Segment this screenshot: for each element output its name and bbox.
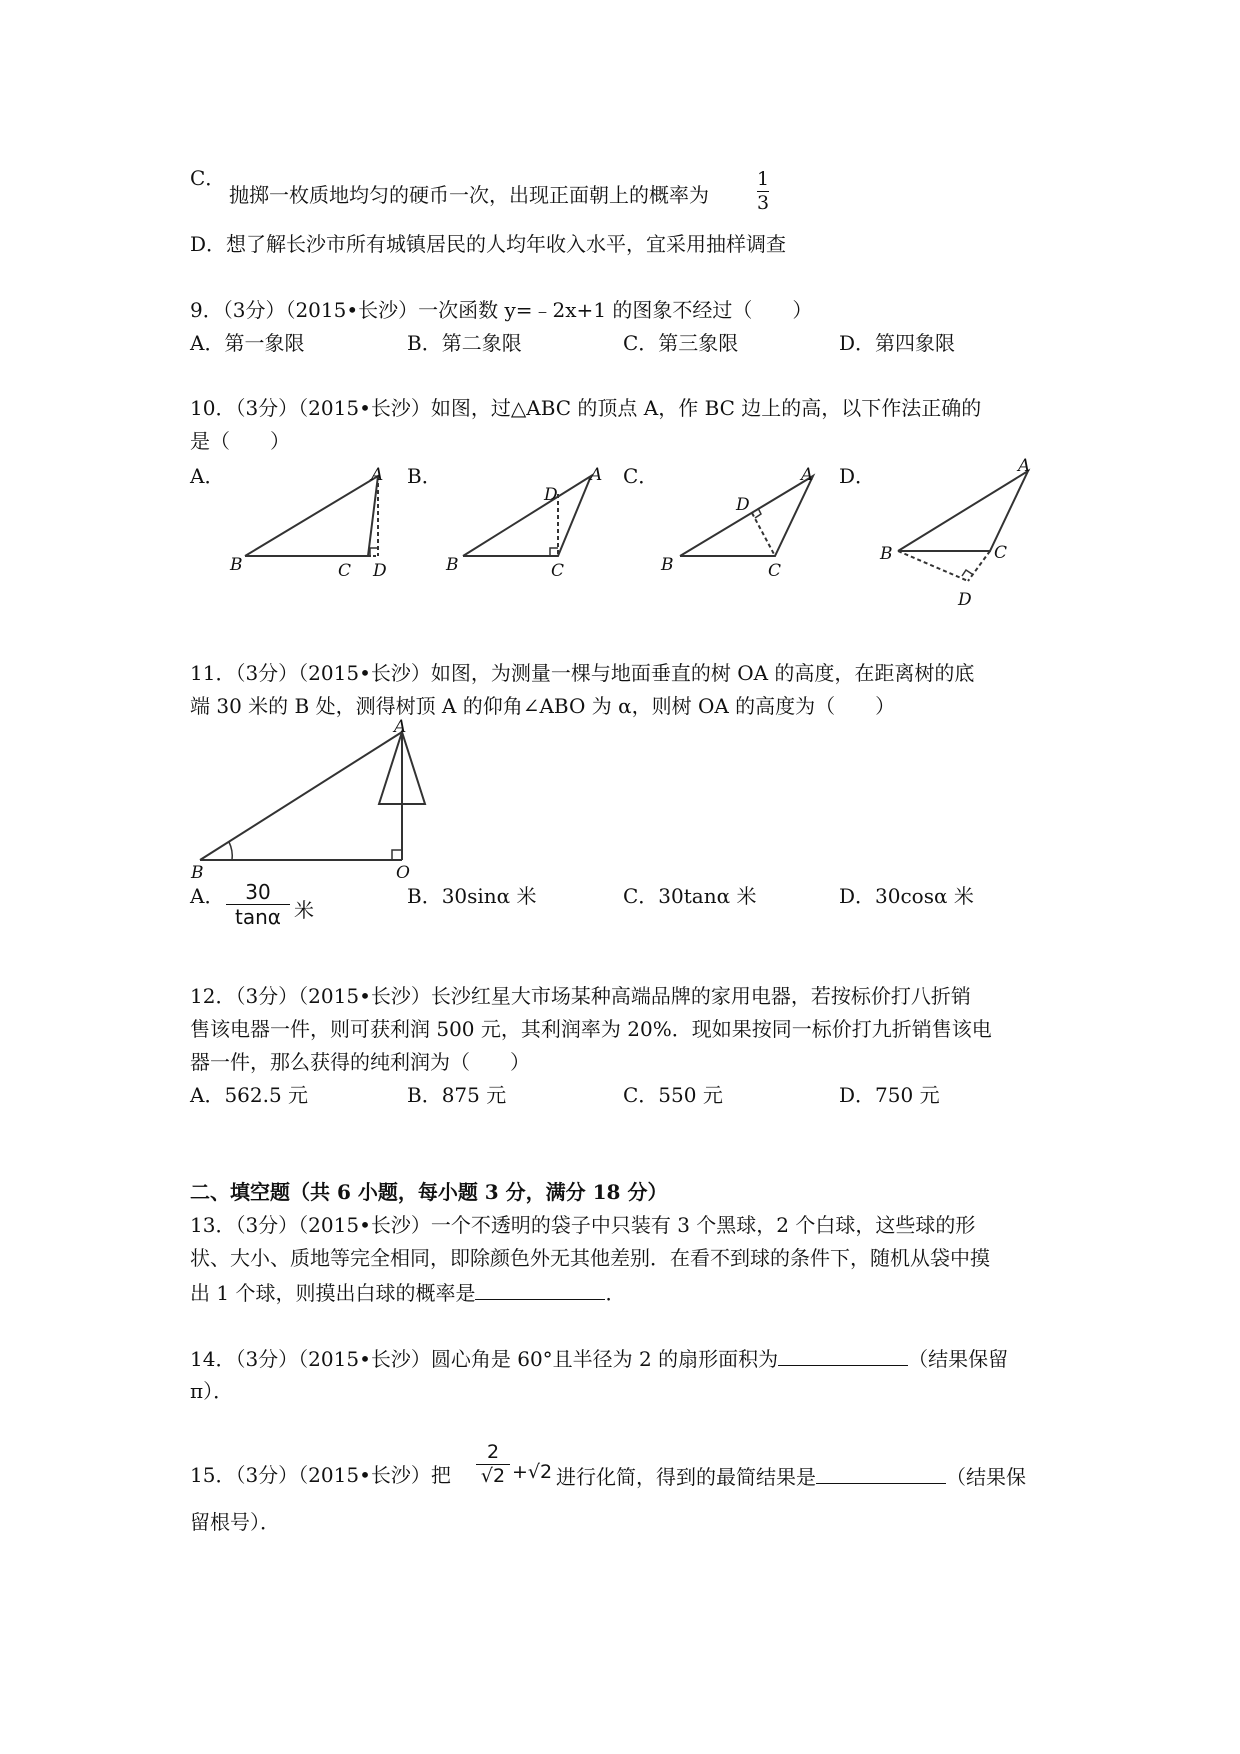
q10-figure-b [438,460,618,580]
q10-figure-d [870,455,1060,615]
fraction-numerator: 1 [757,168,770,190]
q8-option-c-text: 抛掷一枚质地均匀的硬币一次，出现正面朝上的概率为 [229,183,709,207]
fig-c-label-c: C [768,561,782,580]
q13-line3-text: 出 1 个球，则摸出白球的概率是 [190,1281,476,1305]
fig-d-label-d: D [958,590,972,610]
q11-option-a-unit: 米 [294,898,314,922]
fraction-denominator: √2 [480,1465,506,1487]
q8-option-d: D．想了解长沙市所有城镇居民的人均年收入水平，宜采用抽样调查 [190,232,787,256]
q10-figure-c [655,460,835,580]
q15-pre: 15．（3分）（2015•长沙）把 [190,1463,451,1487]
q11-option-a-fraction [226,882,290,927]
q13-line3-end: ． [605,1281,626,1305]
q11-stem-line2: 端 30 米的 B 处，测得树顶 A 的仰角∠ABO 为 α，则树 OA 的高度为（ ） [190,694,896,718]
q14-line2: π）． [190,1379,234,1403]
fig-a-label-d: D [373,561,387,580]
q10-stem-line2: 是（ ） [190,429,290,453]
q12-option-d: D．750 元 [839,1083,940,1107]
fig-b-label-d: D [544,485,558,505]
q14-line1 [190,1347,1008,1369]
q9-stem: 9．（3分）（2015•长沙）一次函数 y=﹣2x+1 的图象不经过（ ） [190,298,813,322]
q10-option-b-label: B． [407,464,442,488]
q11-fig-label-a: A [394,718,407,737]
q10-option-d-label: D． [839,464,876,488]
q15-tail: （结果保 [946,1465,1026,1489]
q12-line2: 售该电器一件，则可获利润 500 元，其利润率为 20%．现如果按同一标价打九折销售该电 [190,1017,992,1041]
fraction-denominator: 3 [757,192,770,214]
fig-d-label-a: A [1018,456,1031,476]
q10-figure-a [220,460,400,580]
q8-option-c-fraction [757,170,769,213]
q14-answer-blank[interactable] [778,1347,908,1366]
q9-option-a: A．第一象限 [190,331,305,355]
q13-line3 [190,1281,625,1303]
fig-d-label-c: C [994,543,1008,563]
q13-answer-blank[interactable] [475,1281,605,1300]
fraction-numerator: 30 [245,880,271,904]
q11-option-d: D．30cosα 米 [839,884,974,908]
fig-a-label-a: A [371,465,384,485]
q12-line1: 12．（3分）（2015•长沙）长沙红星大市场某种高端品牌的家用电器，若按标价打八折销 [190,984,971,1008]
q11-fig-label-b: B [191,863,204,883]
fig-d-label-b: B [880,544,893,564]
q15-answer-blank[interactable] [816,1465,946,1484]
q12-option-c: C．550 元 [623,1083,723,1107]
q8-option-c-label: C． [190,166,226,190]
fig-b-label-b: B [446,555,459,575]
q13-line2: 状、大小、质地等完全相同，即除颜色外无其他差别．在看不到球的条件下，随机从袋中摸 [190,1246,990,1270]
q13-line1: 13．（3分）（2015•长沙）一个不透明的袋子中只装有 3 个黑球，2 个白球，这些球的形 [190,1213,976,1237]
q14-line1-text: 14．（3分）（2015•长沙）圆心角是 60°且半径为 2 的扇形面积为 [190,1347,779,1371]
fig-b-label-c: C [551,561,565,580]
section-2-title: 二、填空题（共 6 小题，每小题 3 分，满分 18 分） [190,1180,668,1204]
q15-line1 [556,1465,1026,1487]
q11-figure [190,718,450,888]
q9-option-d: D．第四象限 [839,331,956,355]
fig-a-label-c: C [338,561,352,580]
q10-stem-line1: 10．（3分）（2015•长沙）如图，过△ABC 的顶点 A，作 BC 边上的高，以下作法正确的 [190,396,982,420]
q15-line2: 留根号）． [190,1510,280,1534]
q12-line3: 器一件，那么获得的纯利润为（ ） [190,1050,530,1074]
q15-post-text: 进行化简，得到的最简结果是 [556,1465,816,1489]
q11-stem-line1: 11．（3分）（2015•长沙）如图，为测量一棵与地面垂直的树 OA 的高度，在距离树的底 [190,661,975,685]
q11-fig-label-o: O [396,863,410,883]
fraction-numerator: 2 [486,1441,500,1463]
q10-option-c-label: C． [623,464,659,488]
q9-option-c: C．第三象限 [623,331,739,355]
fig-a-label-b: B [230,555,243,575]
q11-option-a-label: A． [190,884,225,908]
q12-option-a: A．562.5 元 [190,1083,309,1107]
q15-plus-sqrt: +√2 [512,1461,553,1483]
fraction-denominator: tanα [235,905,281,929]
q15-fraction [476,1443,510,1486]
fig-b-label-a: A [590,465,603,485]
q12-option-b: B．875 元 [407,1083,507,1107]
fig-c-label-a: A [801,465,814,485]
q11-option-c: C．30tanα 米 [623,884,757,908]
q11-option-b: B．30sinα 米 [407,884,537,908]
q9-option-b: B．第二象限 [407,331,522,355]
q10-option-a-label: A． [190,464,225,488]
fig-c-label-b: B [661,555,674,575]
fig-c-label-d: D [736,495,750,515]
q14-line1-tail: （结果保留 [908,1347,1009,1371]
